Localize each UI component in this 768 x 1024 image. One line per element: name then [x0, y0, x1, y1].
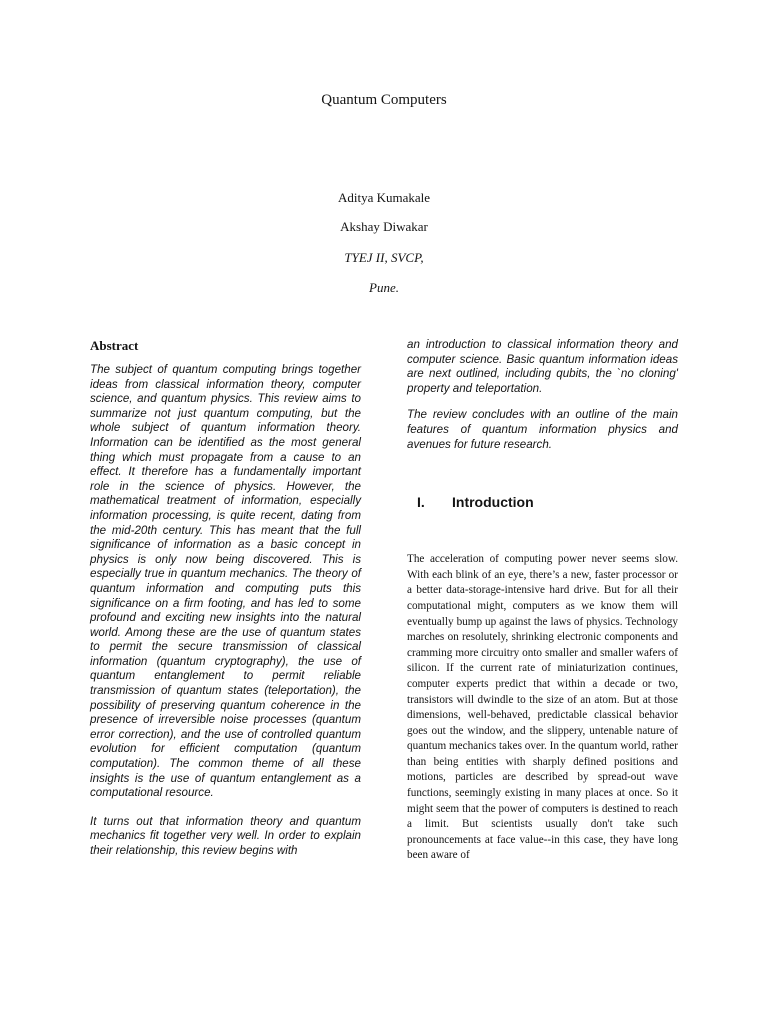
right-column [407, 338, 678, 875]
author-name: Aditya Kumakale [337, 190, 431, 205]
author-affiliation: TYEJ II, SVCP, [344, 250, 424, 265]
section-title: Introduction [452, 494, 534, 511]
left-column [90, 338, 361, 873]
abstract-heading: Abstract [90, 338, 139, 353]
abstract-paragraph: The subject of quantum computing brings together ideas from classical information theory, computer science, and quantum physics. This review aims to summarize not just quantum computing, but the whole subject of quantum information theory. Information can be identified as the most general thing which must propagate from a cause to an effect. It therefore has a fundamentally important role in the science of physics. However, the mathematical treatment of information, especially information processing, is quite recent, dating from the mid-20th century. This has meant that the full significance of information as a basic concept in physics is only now being discovered. This is especially true in quantum mechanics. The theory of quantum information and computing puts this significance on a firm footing, and has led to some profound and exciting new insights into the natural world. Among these are the use of quantum states to permit the secure transmission of classical information (quantum cryptography), the use of quantum entanglement to permit reliable transmission of quantum states (teleportation), the possibility of preserving quantum coherence in the presence of irreversible noise processes (quantum error correction), and the use of controlled quantum evolution for efficient computation (quantum computation). The common theme of all these insights is the use of quantum entanglement as a computational resource. [90, 363, 361, 800]
paper-title: Quantum Computers [321, 92, 447, 108]
author-city: Pune. [369, 280, 399, 295]
abstract-paragraph: The review concludes with an outline of the main features of quantum information physics and avenues for future research. [407, 408, 678, 451]
introduction-paragraph: The acceleration of computing power never seems slow. With each blink of an eye, there’s a new, faster processor or a better data-storage-intensive hard drive. But for all their computational might, computers as we know them will eventually bump up against the laws of physics. Technology marches on resolutely, shrinking electronic components and cramming more circuitry onto smaller and smaller wafers of silicon. If the current rate of miniaturization continues, computer experts predict that within a decade or two, transistors will dwindle to the size of an atom. But at those dimensions, well-behaved, predictable classical behavior goes out the window, and the slippery, untenable nature of quantum mechanics takes over. In the quantum world, rather than being entities with sharply defined positions and motions, particles are described by spread-out wave functions, seemingly existing in many places at once. So it might seem that the power of computers is destined to reach a limit. But scientists usually don't take such pronouncements at face value--in this case, they have long been aware of [407, 553, 678, 862]
section-heading-introduction [417, 494, 678, 510]
abstract-paragraph: an introduction to classical information theory and computer science. Basic quantum information ideas are next outlined, including qubits, the `no cloning' property and teleportation. [407, 338, 678, 395]
section-number: I. [417, 494, 425, 511]
abstract-paragraph: It turns out that information theory and quantum mechanics fit together very well. In order to explain their relationship, this review begins with [90, 814, 361, 857]
author-name: Akshay Diwakar [340, 219, 428, 234]
